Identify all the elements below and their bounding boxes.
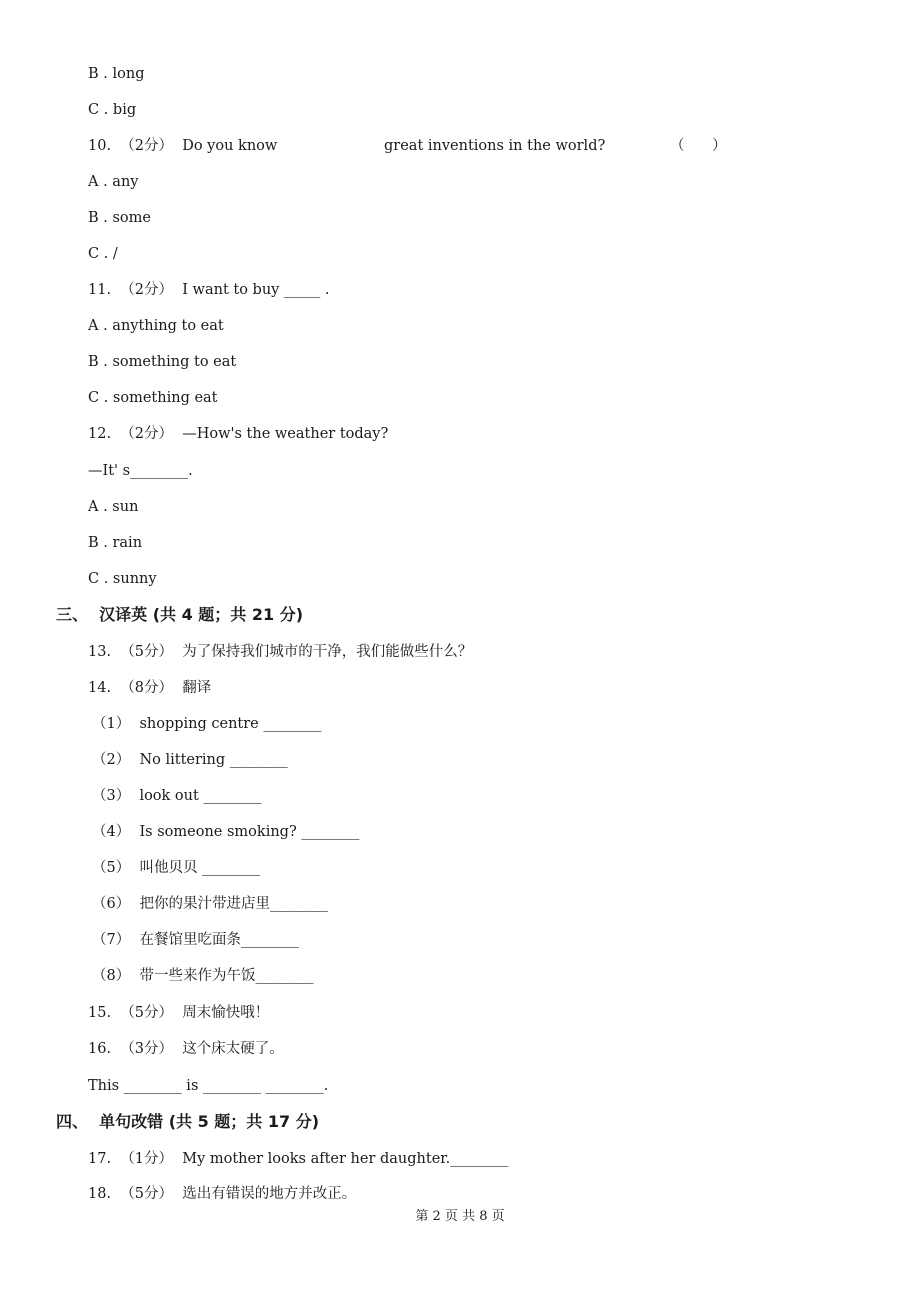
option-b-some: B . some — [88, 210, 151, 226]
option-b-something-to-eat: B . something to eat — [88, 354, 237, 370]
option-c-something-eat: C . something eat — [88, 390, 218, 406]
option-a-any: A . any — [88, 174, 139, 190]
section-4-heading: 四、 单句改错 (共 5 题；共 17 分) — [56, 1112, 320, 1131]
question-12: 12. （2分） —How's the weather today? — [88, 426, 389, 442]
subitem-6: （6） 把你的果汁带进店里________ — [92, 896, 328, 912]
question-13: 13. （5分） 为了保持我们城市的干净，我们能做些什么？ — [88, 644, 473, 660]
option-c-none: C . / — [88, 246, 118, 262]
option-a-sun: A . sun — [88, 499, 139, 515]
question-10-stem-end: great inventions in the world? — [384, 138, 606, 154]
subitem-7: （7） 在餐馆里吃面条________ — [92, 932, 299, 948]
subitem-3: （3） look out ________ — [92, 788, 262, 804]
question-17: 17. （1分） My mother looks after her daughter.________ — [88, 1151, 509, 1167]
option-c-big: C . big — [88, 102, 137, 118]
answer-bracket: （ ） — [670, 138, 727, 154]
option-a-anything-to-eat: A . anything to eat — [88, 318, 224, 334]
question-12-reply: —It' s________. — [88, 463, 193, 479]
subitem-2: （2） No littering ________ — [92, 752, 288, 768]
question-14: 14. （8分） 翻译 — [88, 680, 212, 696]
question-15: 15. （5分） 周末愉快哦！ — [88, 1005, 270, 1021]
question-16: 16. （3分） 这个床太硬了。 — [88, 1041, 284, 1057]
page-footer: 第 2 页 共 8 页 — [415, 1209, 505, 1224]
question-10-stem: 10. （2分） Do you know — [88, 138, 278, 154]
option-b-rain: B . rain — [88, 535, 143, 551]
subitem-5: （5） 叫他贝贝 ________ — [92, 860, 261, 876]
question-11: 11. （2分） I want to buy _____ . — [88, 282, 330, 298]
subitem-8: （8） 带一些来作为午饭________ — [92, 968, 314, 984]
question-16-fill: This ________ is ________ ________. — [88, 1078, 329, 1094]
section-3-heading: 三、 汉译英 (共 4 题；共 21 分) — [56, 605, 304, 624]
subitem-4: （4） Is someone smoking? ________ — [92, 824, 360, 840]
option-b-long: B . long — [88, 66, 145, 82]
question-18: 18. （5分） 选出有错误的地方并改正。 — [88, 1186, 357, 1202]
option-c-sunny: C . sunny — [88, 571, 157, 587]
subitem-1: （1） shopping centre ________ — [92, 716, 322, 732]
